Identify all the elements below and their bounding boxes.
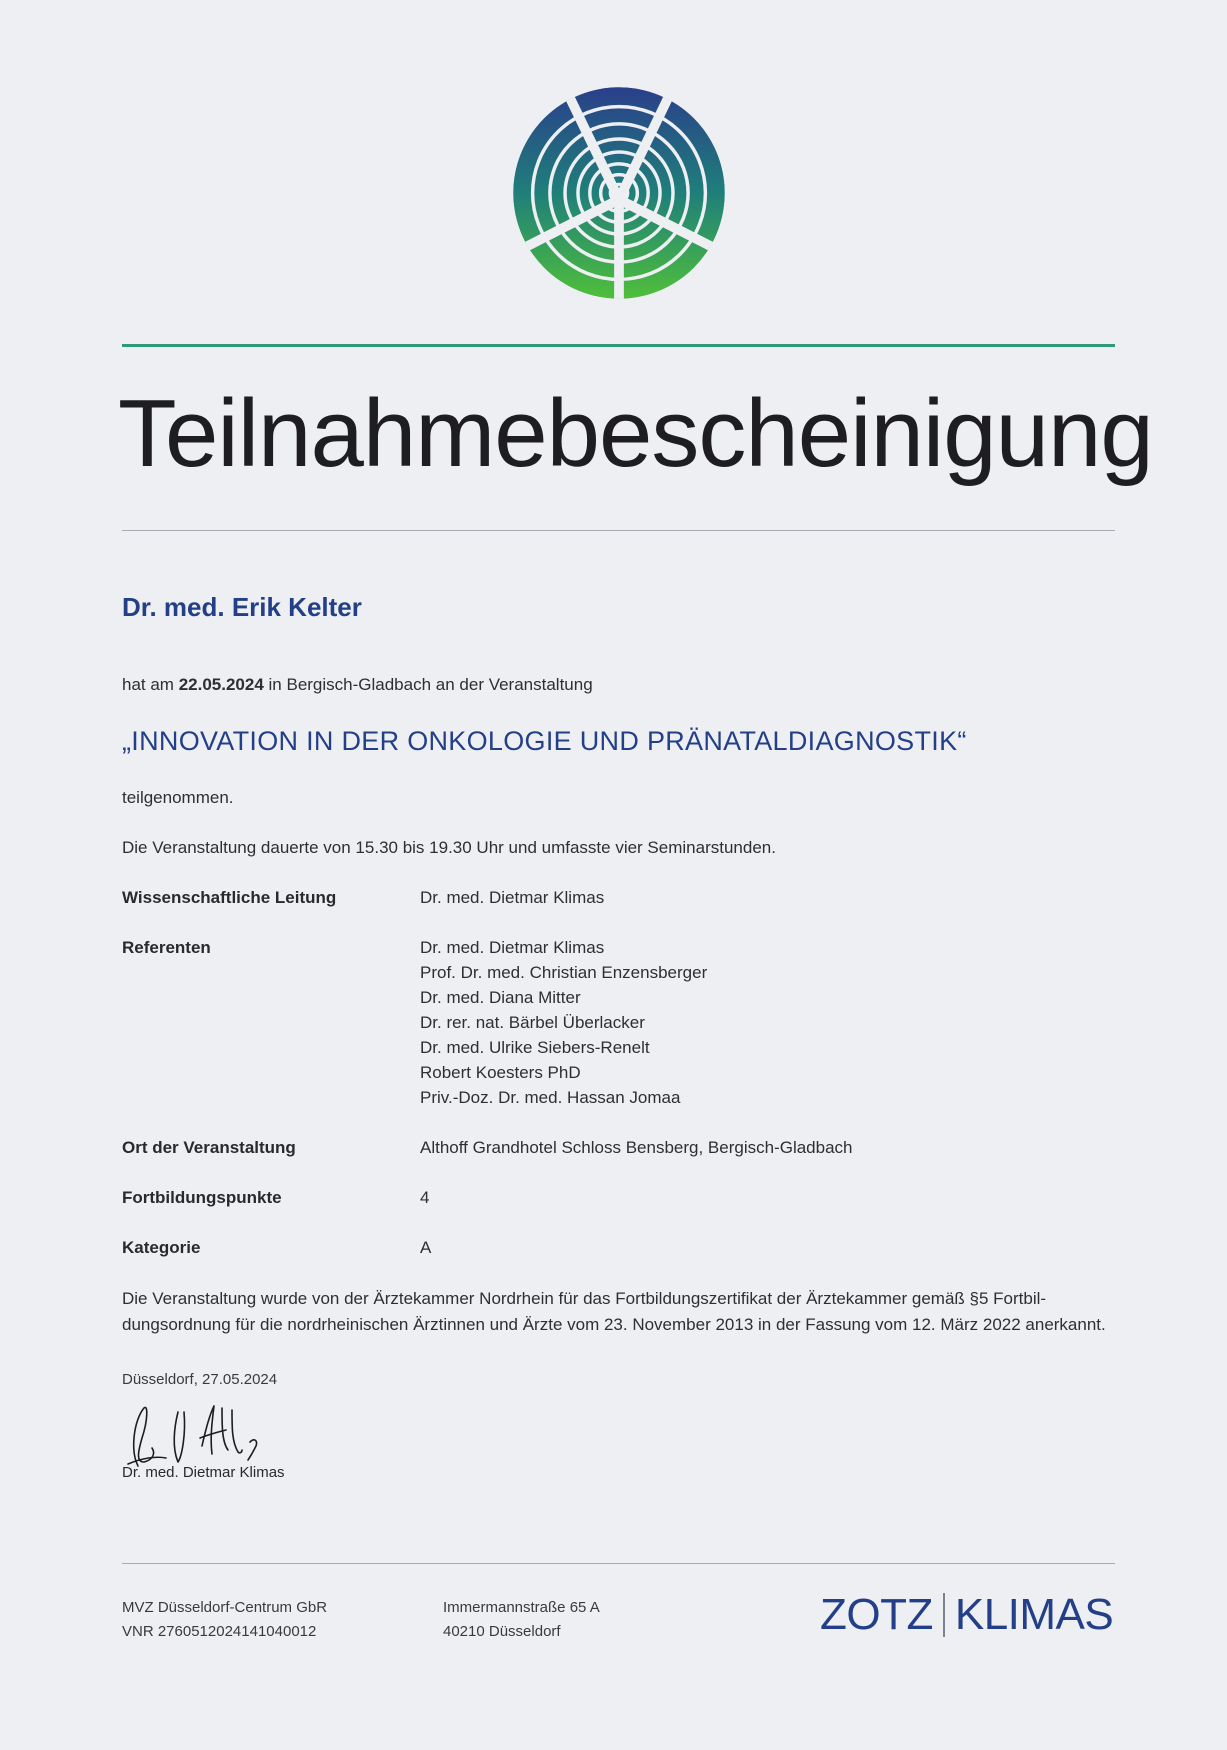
speaker-item: Dr. rer. nat. Bärbel Überlacker xyxy=(420,1013,645,1032)
intro-line xyxy=(122,675,593,695)
document-title: Teilnahmebescheinigung xyxy=(118,380,1153,487)
event-title: „INNOVATION IN DER ONKOLOGIE UND PRÄNATALDIAGNOSTIK“ xyxy=(122,726,967,756)
category-value: A xyxy=(420,1238,432,1257)
recipient-name: Dr. med. Erik Kelter xyxy=(122,592,362,622)
speaker-item: Dr. med. Ulrike Siebers-Renelt xyxy=(420,1038,650,1057)
signer-name: Dr. med. Dietmar Klimas xyxy=(122,1464,285,1481)
venue-label: Ort der Veranstaltung xyxy=(122,1138,296,1157)
title-divider xyxy=(122,530,1115,531)
speakers-list xyxy=(420,935,707,1110)
intro-prefix: hat am xyxy=(122,675,179,694)
speaker-item: Dr. med. Dietmar Klimas xyxy=(420,938,605,957)
brand-left: ZOTZ xyxy=(820,1590,933,1639)
signature-place-date: Düsseldorf, 27.05.2024 xyxy=(122,1371,278,1388)
recognition-line: Die Veranstaltung wurde von der Ärztekammer Nordrhein für das Fortbildungszertifikat der Ärztekammer gemäß §5 Fortbil- xyxy=(122,1289,1047,1308)
event-date: 22.05.2024 xyxy=(178,675,264,694)
brand-right: KLIMAS xyxy=(954,1590,1114,1639)
speaker-item: Dr. med. Diana Mitter xyxy=(420,988,581,1007)
footer-address-block xyxy=(443,1596,600,1644)
top-divider xyxy=(122,344,1115,347)
footer-vnr: VNR 2760512024141040012 xyxy=(122,1623,317,1640)
speaker-item: Priv.-Doz. Dr. med. Hassan Jomaa xyxy=(420,1088,681,1107)
footer-company: MVZ Düsseldorf-Centrum GbR xyxy=(122,1599,328,1616)
footer-city: 40210 Düsseldorf xyxy=(443,1623,561,1640)
speaker-item: Prof. Dr. med. Christian Enzensberger xyxy=(420,963,708,982)
points-value: 4 xyxy=(420,1188,430,1207)
scientific-lead-label: Wissenschaftliche Leitung xyxy=(122,888,337,907)
handwritten-signature xyxy=(122,1398,282,1473)
participated-text: teilgenommen. xyxy=(122,788,234,807)
points-label: Fortbildungspunkte xyxy=(122,1188,282,1207)
recognition-line: dungsordnung für die nordrheinischen Ärztinnen und Ärzte vom 23. November 2013 in der Fassung vom 12. März 2022 anerkannt. xyxy=(122,1315,1106,1334)
category-label: Kategorie xyxy=(122,1238,201,1257)
tree-ring-y-logo-icon xyxy=(511,85,727,301)
footer-company-block xyxy=(122,1596,327,1644)
brand-separator xyxy=(943,1593,945,1637)
venue-value: Althoff Grandhotel Schloss Bensberg, Bergisch-Gladbach xyxy=(420,1138,853,1157)
recognition-text xyxy=(122,1286,1122,1338)
footer-divider xyxy=(122,1563,1115,1564)
speaker-item: Robert Koesters PhD xyxy=(420,1063,581,1082)
footer-street: Immermannstraße 65 A xyxy=(443,1599,600,1616)
speakers-label: Referenten xyxy=(122,938,211,957)
brand-logo xyxy=(820,1590,1113,1640)
scientific-lead-value: Dr. med. Dietmar Klimas xyxy=(420,888,605,907)
duration-text: Die Veranstaltung dauerte von 15.30 bis 19.30 Uhr und umfasste vier Seminarstunden. xyxy=(122,838,776,857)
intro-suffix: in Bergisch-Gladbach an der Veranstaltung xyxy=(263,675,593,694)
